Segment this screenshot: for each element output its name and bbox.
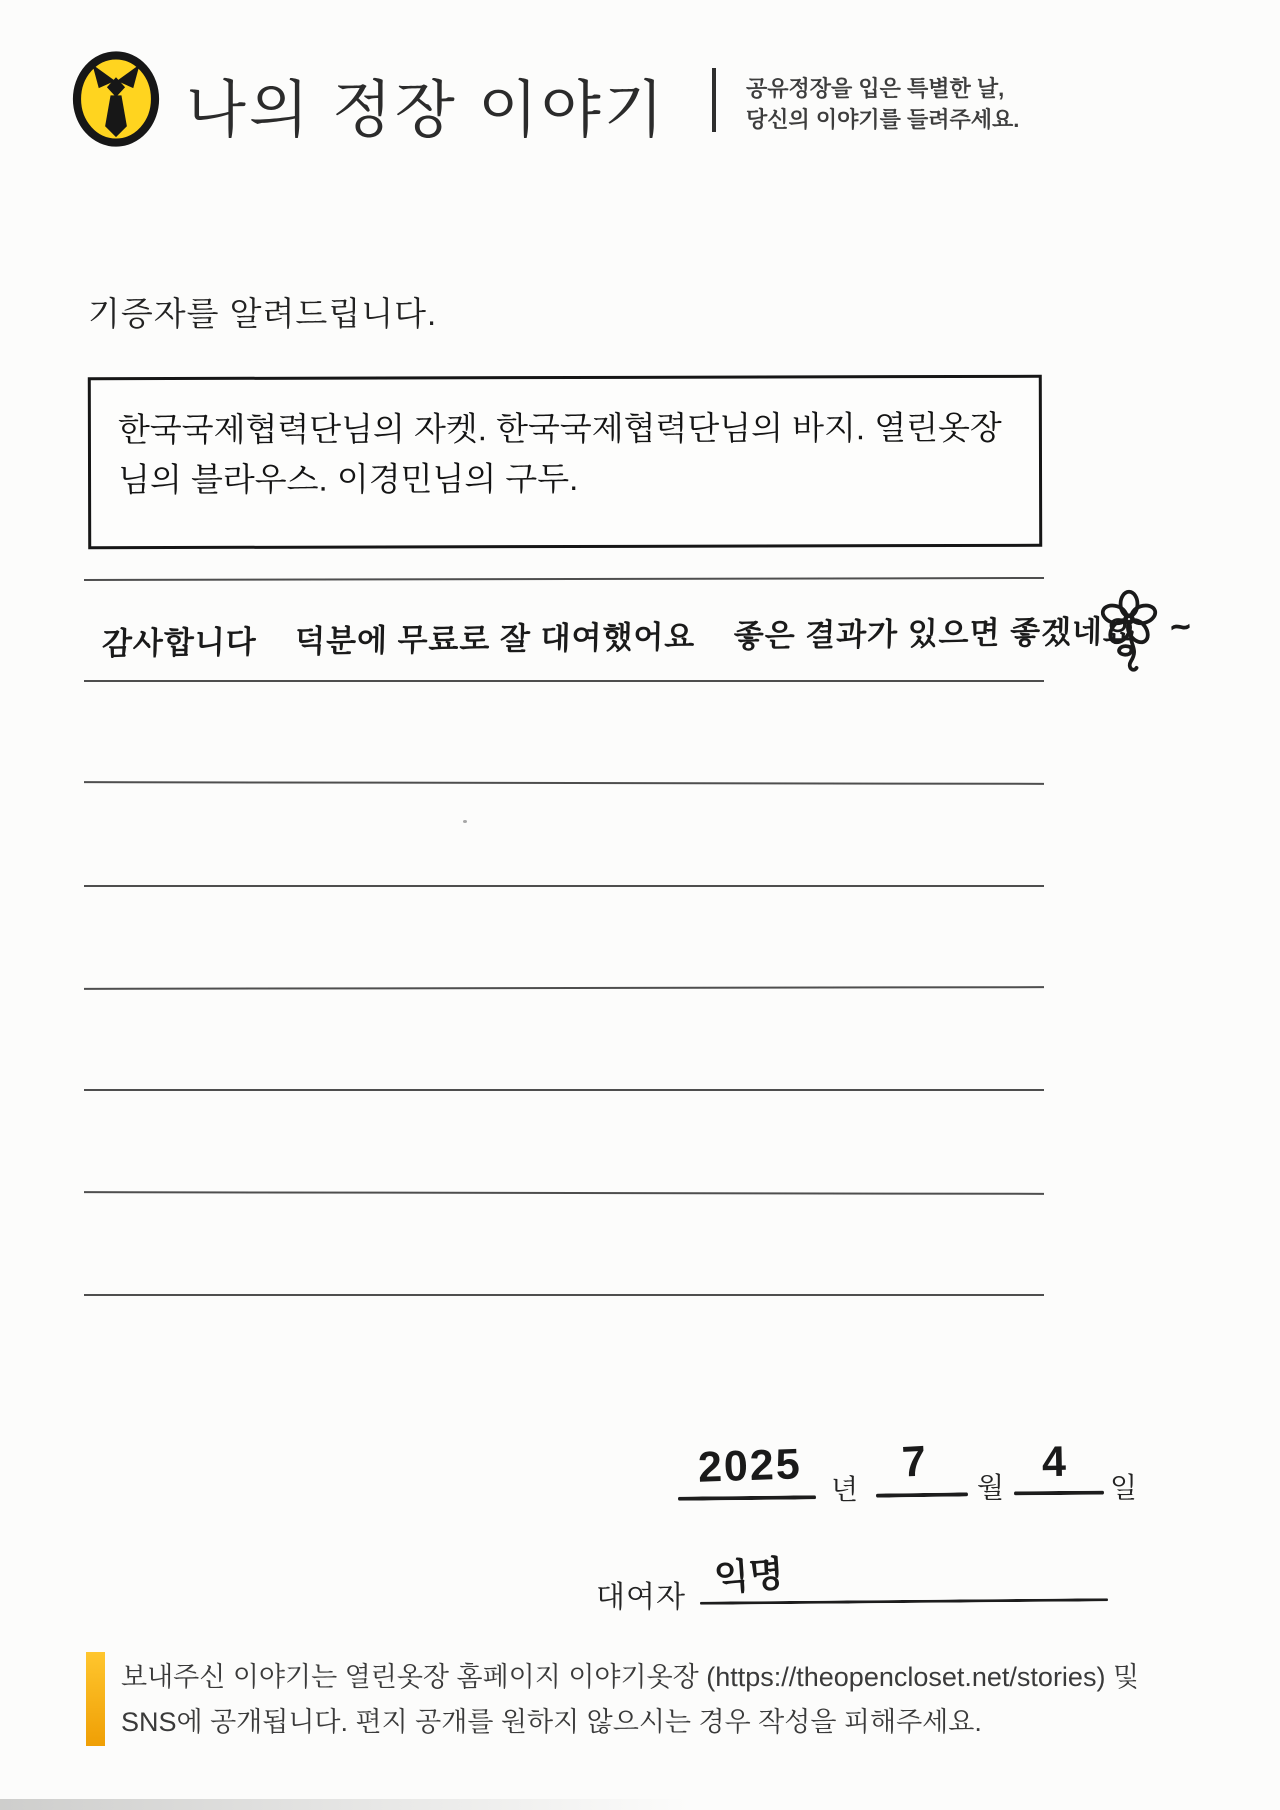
footer-notice <box>121 1655 1139 1745</box>
flower-doodle-icon <box>1096 588 1162 687</box>
donor-info-text: 한국국제협력단님의 자켓. 한국국제협력단님의 바지. 열린옷장님의 블라우스. 이경민님의 구두. <box>117 408 1002 499</box>
donor-info-box <box>88 375 1042 549</box>
header-divider <box>712 68 716 132</box>
subtitle-line-2: 당신의 이야기를 들려주세요. <box>746 107 1020 132</box>
footer-accent-bar <box>86 1652 105 1746</box>
header-subtitle <box>746 73 1019 135</box>
renter-label: 대여자 <box>596 1581 686 1614</box>
date-day-underline <box>1014 1491 1104 1496</box>
donor-section-heading: 기증자를 알려드립니다. <box>88 295 438 332</box>
date-year-underline <box>678 1495 816 1500</box>
ruled-line <box>84 577 1044 581</box>
scan-edge-shadow <box>0 1799 690 1810</box>
handwritten-message: 감사합니다 덕분에 무료로 잘 대여했어요 좋은 결과가 있으면 좋겠네요 <box>101 613 1135 662</box>
handwritten-tilde: ~ <box>1167 605 1194 648</box>
renter-signature-value: 익명 <box>712 1552 786 1599</box>
date-day-value: 4 <box>1041 1437 1067 1487</box>
ruled-line <box>84 781 1044 785</box>
date-month-label: 월 <box>977 1472 1005 1503</box>
ruled-line <box>84 986 1044 990</box>
date-day-label: 일 <box>1110 1472 1138 1503</box>
date-year-label: 년 <box>831 1474 859 1505</box>
ruled-line <box>84 885 1044 887</box>
footer-notice-line-1: 보내주신 이야기는 열린옷장 홈페이지 이야기옷장 (https://theopencloset.net/stories) 및 <box>121 1662 1140 1692</box>
page-title: 나의 정장 이야기 <box>186 76 667 145</box>
scan-speck <box>463 820 467 823</box>
subtitle-line-1: 공유정장을 입은 특별한 날, <box>746 76 1005 101</box>
date-year-value: 2025 <box>697 1440 803 1492</box>
ruled-line <box>84 1191 1044 1195</box>
footer-notice-line-2: SNS에 공개됩니다. 편지 공개를 원하지 않으시는 경우 작성을 피해주세요. <box>121 1707 982 1737</box>
ruled-line <box>84 1089 1044 1091</box>
date-month-value: 7 <box>900 1437 928 1487</box>
ruled-line <box>84 1294 1044 1296</box>
ruled-line <box>84 680 1044 682</box>
date-month-underline <box>876 1492 968 1497</box>
renter-signature-underline <box>700 1598 1108 1605</box>
open-closet-tie-logo-icon <box>70 50 162 153</box>
